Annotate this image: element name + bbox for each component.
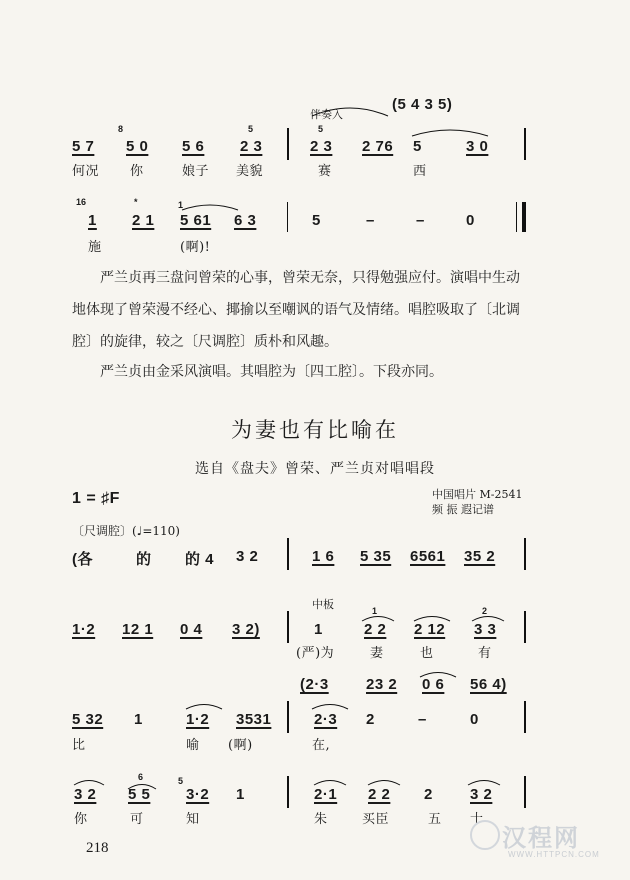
note: 3 2 [236, 548, 259, 565]
note: 3 2 [74, 786, 97, 803]
grace-note: * [134, 197, 138, 207]
slur [310, 700, 350, 710]
lyric: 妻 [370, 646, 384, 661]
grace-note: 16 [76, 197, 87, 207]
lyric: 有 [478, 646, 492, 661]
note: 2 2 [364, 621, 387, 638]
final-barline-thin [516, 202, 517, 232]
note: 5 32 [72, 711, 104, 728]
note: 2 3 [240, 138, 263, 155]
note: 1 [236, 786, 245, 803]
barline [524, 538, 526, 570]
lyric: 喻 [186, 738, 200, 753]
note: 5 0 [126, 138, 149, 155]
barline [524, 128, 526, 160]
note: 2 12 [414, 621, 446, 638]
note: 5 35 [360, 548, 392, 565]
transcriber: 频 振 遐记谱 [432, 503, 494, 516]
note: 3 3 [474, 621, 497, 638]
barline [287, 701, 289, 733]
watermark-url: WWW.HTTPCN.COM [508, 850, 600, 859]
mode-tempo: 〔尺调腔〕(♩=110) [72, 524, 180, 538]
lyric: 比 [72, 738, 86, 753]
note: 1·2 [72, 621, 96, 638]
slur [180, 200, 240, 212]
tempo-mark: 中板 [312, 598, 334, 611]
grace-note: 5 [248, 124, 254, 134]
note: 1 [88, 212, 97, 229]
lyric: (啊) [228, 738, 253, 753]
lyric: 你 [74, 812, 88, 827]
lyric: 美貌 [236, 164, 264, 179]
lyric: 施 [88, 240, 102, 255]
note: 5 [413, 138, 422, 155]
lyric: 买臣 [362, 812, 390, 827]
lyric: 可 [130, 812, 144, 827]
note: 0 4 [180, 621, 203, 638]
slur [366, 776, 402, 786]
note: 5 6 [182, 138, 205, 155]
note: 的 4 [185, 551, 215, 568]
barline [524, 776, 526, 808]
page-number: 218 [86, 840, 109, 856]
note: – [418, 711, 427, 728]
watermark-brand: 汉程网 [502, 823, 580, 852]
note: 3 0 [466, 138, 489, 155]
note: 3531 [236, 711, 272, 728]
barline [287, 128, 289, 160]
lyric: 娘子 [182, 164, 210, 179]
interlude-note: 56 4) [470, 676, 507, 693]
slur [410, 124, 490, 138]
note: – [366, 212, 375, 229]
key-signature: 1 = ♯F [72, 490, 120, 507]
note: 2 2 [368, 786, 391, 803]
note: – [416, 212, 425, 229]
note: 12 1 [122, 621, 154, 638]
lyric: 十 [470, 812, 484, 827]
interlude-note: (2·3 [300, 676, 329, 693]
final-barline-thick [522, 202, 526, 232]
interlude-notes: (5 4 3 5) [392, 96, 453, 113]
note: 2·3 [314, 711, 338, 728]
note: 2 76 [362, 138, 394, 155]
interlude-note: 0 6 [422, 676, 445, 693]
note: 6 3 [234, 212, 257, 229]
grace-note: 1 [372, 606, 378, 616]
watermark-logo-icon [470, 820, 500, 850]
grace-note: 8 [118, 124, 124, 134]
lyric: 也 [420, 646, 434, 661]
note: 2 1 [132, 212, 155, 229]
lyric: (啊)! [180, 240, 211, 255]
note: 5 7 [72, 138, 95, 155]
slur [184, 700, 224, 710]
note: 2·1 [314, 786, 338, 803]
lyric: 知 [186, 812, 200, 827]
commentary-paragraph: 严兰贞由金采风演唱。其唱腔为〔四工腔〕。下段亦同。 [100, 364, 443, 380]
song-title: 为妻也有比喻在 [231, 418, 399, 442]
lyric: (严)为 [296, 646, 335, 661]
barline [287, 611, 289, 643]
note: 3 2) [232, 621, 260, 638]
note: 的 [136, 551, 152, 568]
grace-note: 2 [482, 606, 488, 616]
note: 2 [366, 711, 375, 728]
note: 5 61 [180, 212, 212, 229]
note: 6561 [410, 548, 446, 565]
lyric: 你 [130, 164, 144, 179]
lyric: 在, [312, 738, 331, 753]
barline [524, 701, 526, 733]
lyric: 赛 [318, 164, 332, 179]
barline [524, 611, 526, 643]
note: 0 [470, 711, 479, 728]
interlude-slur [310, 100, 390, 120]
note: 0 [466, 212, 475, 229]
grace-note: 5 [318, 124, 324, 134]
note: 2 3 [310, 138, 333, 155]
record-source: 中国唱片 M-2541 [432, 488, 523, 501]
note: 1 6 [312, 548, 335, 565]
lyric: 何况 [72, 164, 100, 179]
grace-note: 6 [138, 772, 144, 782]
grace-note: 1 [178, 200, 184, 210]
lyric: 西 [413, 164, 427, 179]
barline [287, 538, 289, 570]
note: 35 2 [464, 548, 496, 565]
barline [287, 776, 289, 808]
note: 5 [312, 212, 321, 229]
slur [466, 776, 502, 786]
barline [287, 202, 288, 232]
commentary-paragraph: 严兰贞再三盘问曾荣的心事，曾荣无奈，只得勉强应付。演唱中生动地体现了曾荣漫不经心、揶揄以至嘲讽的语气及情绪。唱腔吸取了〔北调腔〕的旋律，较之〔尺调腔〕质朴和风趣。 [72, 270, 520, 350]
note: 5 5 [128, 786, 151, 803]
note: 1·2 [186, 711, 210, 728]
slur [72, 776, 106, 786]
lyric: 五 [428, 812, 442, 827]
note: 2 [424, 786, 433, 803]
grace-note: 5 [178, 776, 184, 786]
lyric: 朱 [314, 812, 328, 827]
slur [312, 776, 348, 786]
interlude-note: 23 2 [366, 676, 398, 693]
note: 1 [134, 711, 143, 728]
note: 3 2 [470, 786, 493, 803]
note: 3·2 [186, 786, 210, 803]
note: 1 [314, 621, 323, 638]
interlude-label: 伴奏入 [310, 108, 343, 121]
note: (各 [72, 551, 93, 568]
song-subtitle: 选自《盘夫》曾荣、严兰贞对唱唱段 [195, 461, 435, 477]
